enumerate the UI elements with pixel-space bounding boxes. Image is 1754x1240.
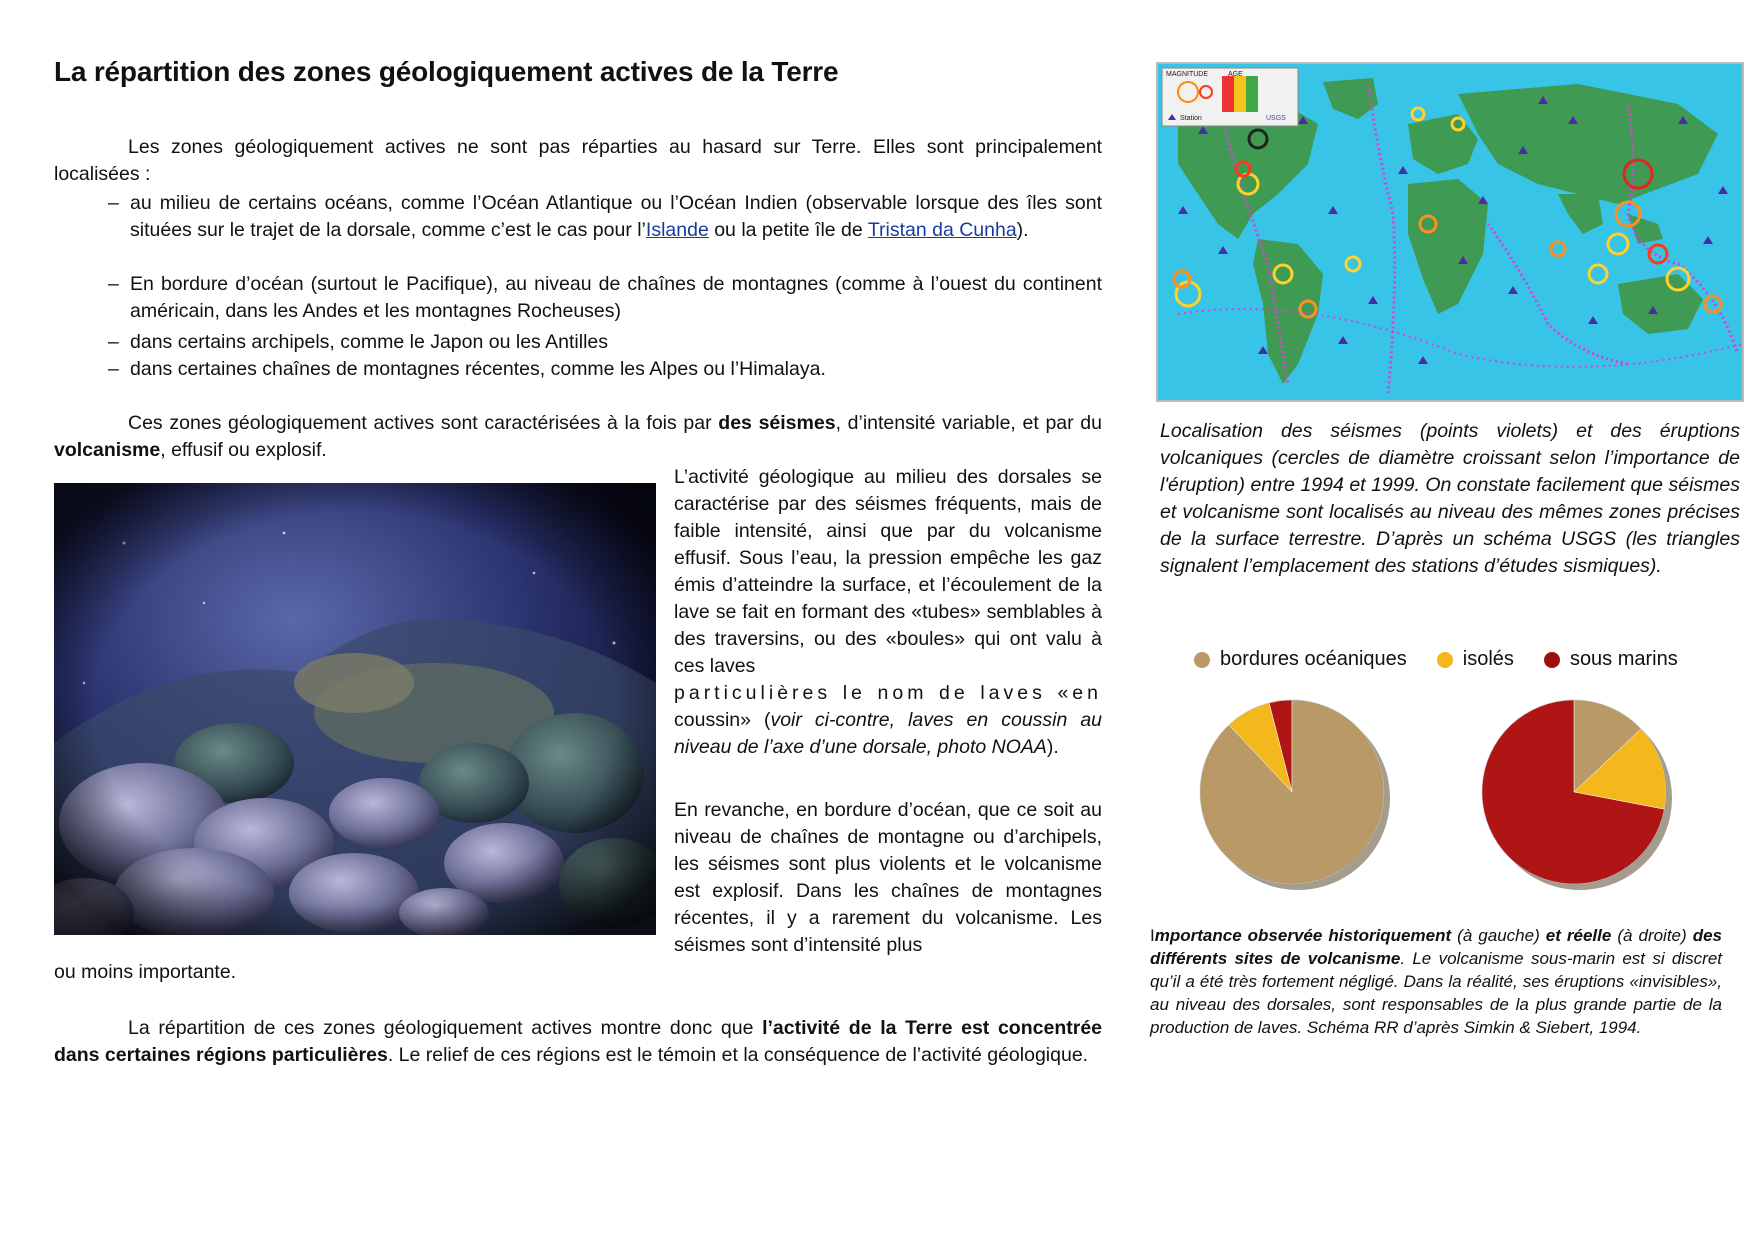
map-caption: Localisation des séismes (points violets) et des éruptions volcaniques (cercles de diamètre croissant selon l’importance de l'éruption) entre 1994 et 1999. On constate facilement que séismes et volcanisme sont localisés au niveau des mêmes zones précises de la surface terrestre. D’après un schéma USGS (les triangles signalent l’emplacement des stations d’études sismiques). <box>1160 420 1740 577</box>
seismes-volcanisme-paragraph: Ces zones géologiquement actives sont caractérisées à la fois par des séismes, d’intensité variable, et par du volcanisme, effusif ou explosif. <box>54 412 1102 461</box>
legend-item-isoles: isolés <box>1437 648 1514 671</box>
pie-slice-bordures <box>1200 700 1384 884</box>
pie-legend <box>1194 648 1678 671</box>
world-seismic-map <box>1156 62 1744 402</box>
legend-item-sous-marins: sous marins <box>1544 648 1678 671</box>
tristan-da-cunha-link[interactable]: Tristan da Cunha <box>867 219 1017 241</box>
legend-swatch-isoles <box>1437 652 1453 668</box>
conclusion-paragraph: La répartition de ces zones géologiquement actives montre donc que l’activité de la Terre est concentrée dans certaines régions particulières. Le relief de ces régions est le témoin et la conséquence de l’activité géologique. <box>54 1017 1103 1066</box>
pillow-lava-photo <box>54 483 656 935</box>
bullet-item: – dans certains archipels, comme le Japon ou les Antilles <box>108 331 608 353</box>
map-legend-station: Station <box>1180 115 1202 122</box>
pie-caption: Importance observée historiquement (à gauche) et réelle (à droite) des différents sites de volcanisme. Le volcanisme sous-marin est si discret qu’il a été très fortement négligé. Dans la réalité, ses éruptions «invisibles», au niveau des dorsales, sont responsables de la plus grande partie de la production de laves. Schéma RR d’après Simkin & Siebert, 1994. <box>1150 926 1723 1037</box>
bullet-item: – au milieu de certains océans, comme l’Océan Atlantique ou l’Océan Indien (observable lorsque des îles sont situées sur le trajet de la dorsale, comme c’est le cas pour l’Islande ou la petite île de Tristan da Cunha). <box>108 192 1102 241</box>
map-legend-magnitude: MAGNITUDE <box>1166 71 1208 78</box>
map-legend-age: AGE <box>1228 71 1243 78</box>
bordure-ocean-paragraph-end: ou moins importante. <box>54 961 237 983</box>
islande-link[interactable]: Islande <box>645 219 709 241</box>
legend-swatch-bordures <box>1194 652 1210 668</box>
intro-paragraph: Les zones géologiquement actives ne sont pas réparties au hasard sur Terre. Elles sont principalement localisées : <box>54 136 1102 185</box>
pie-chart-reelle <box>1462 682 1692 912</box>
bullet-item: – En bordure d’océan (surtout le Pacifique), au niveau de chaînes de montagnes (comme à l’ouest du continent américain, dans les Andes et les montagnes Rocheuses) <box>108 273 1102 322</box>
page-title: La répartition des zones géologiquement actives de la Terre <box>54 56 839 87</box>
bullet-item: – dans certaines chaînes de montagnes récentes, comme les Alpes ou l’Himalaya. <box>108 358 826 380</box>
map-legend-usgs: USGS <box>1266 115 1286 122</box>
dorsales-paragraph: L’activité géologique au milieu des dorsales se caractérise par des séismes fréquents, mais de faible intensité, ainsi que par du volcanisme effusif. Sous l’eau, la pression empêche les gaz émis d’atteindre la surface, et l’écoulement de la lave se fait en formant des «tubes» semblables à des traversins, ou des «boules» qui ont valu à ces laves particulières le nom de laves «en coussin» (voir ci-contre, laves en coussin au niveau de l’axe d’une dorsale, photo NOAA). <box>674 466 1103 758</box>
legend-swatch-sous-marins <box>1544 652 1560 668</box>
legend-item-bordures: bordures océaniques <box>1194 648 1407 671</box>
pie-chart-historique <box>1180 682 1410 912</box>
bordure-ocean-paragraph: En revanche, en bordure d’océan, que ce soit au niveau de chaînes de montagne ou d’archipels, les séismes sont plus violents et le volcanisme est explosif. Dans les chaînes de montagnes récentes, il y a rarement du volcanisme. Les séismes sont d’intensité plus <box>674 799 1102 956</box>
